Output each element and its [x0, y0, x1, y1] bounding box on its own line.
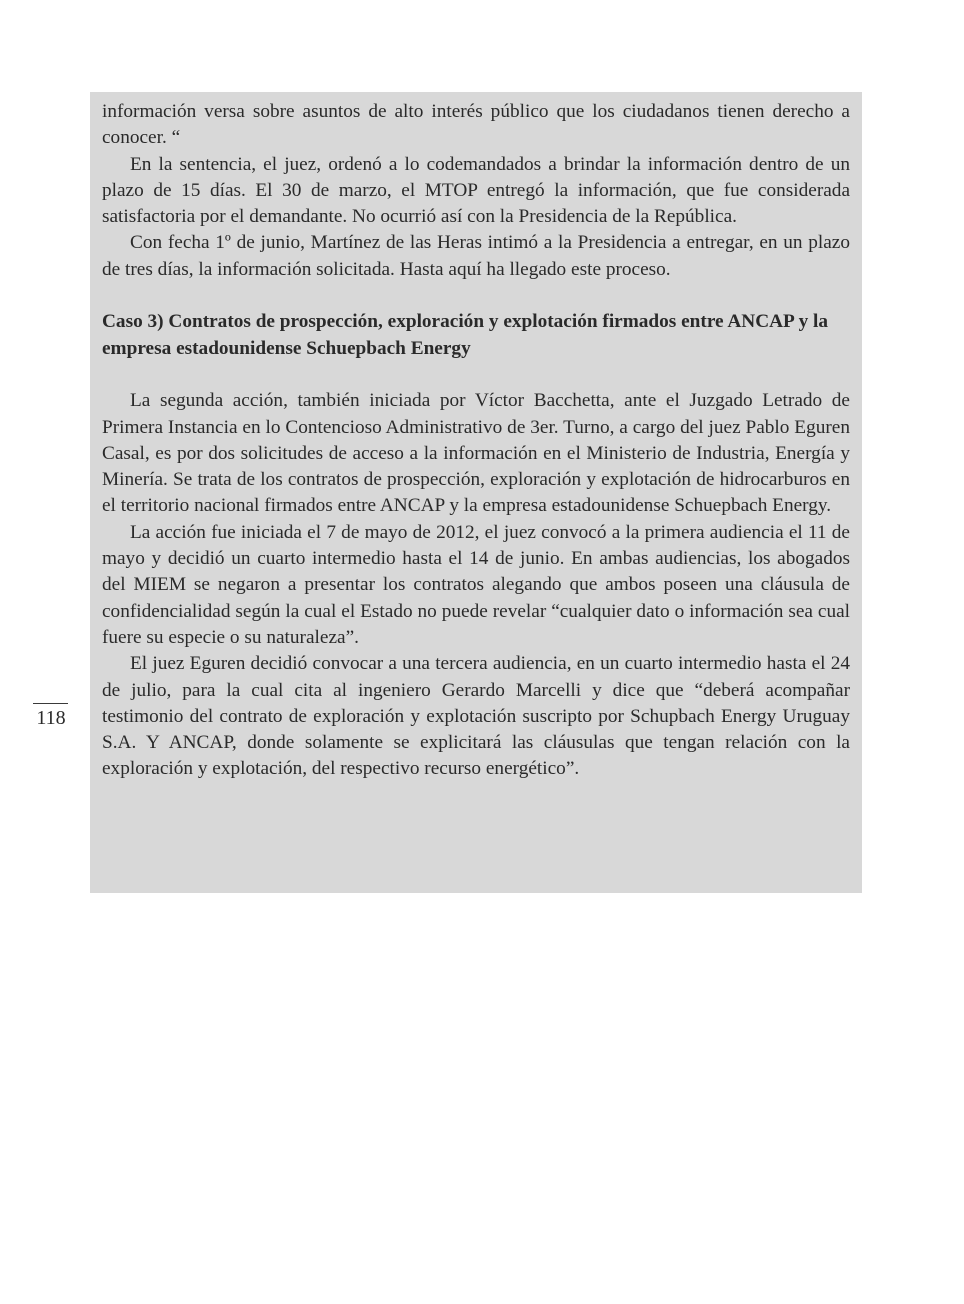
paragraph-sentencia: En la sentencia, el juez, ordenó a lo codemandados a brindar la información dentro de un plazo de 15 días. El 30 de marzo, el MTOP entregó la información, que fue considerada satisfactoria por el demandante. No ocurrió así con la Presidencia de la República.	[102, 153, 850, 228]
paragraph-intimacion: Con fecha 1º de junio, Martínez de las Heras intimó a la Presidencia a entregar, en un plazo de tres días, la información solicitada. Hasta aquí ha llegado este proceso.	[102, 232, 850, 280]
paragraph-continuation: información versa sobre asuntos de alto interés público que los ciudadanos tienen derecho a conocer. “	[102, 101, 850, 149]
page-number: 118	[36, 707, 66, 729]
page-number-block	[33, 703, 69, 730]
section-heading: Caso 3) Contratos de prospección, exploración y explotación firmados entre ANCAP y la empresa estadounidense Schuepbach Energy	[102, 311, 829, 359]
page-number-rule	[33, 703, 68, 704]
paragraph-audiencias: La acción fue iniciada el 7 de mayo de 2012, el juez convocó a la primera audiencia el 11 de mayo y decidió un cuarto intermedio hasta el 14 de junio. En ambas audiencias, los abogados del MIEM se negaron a presentar los contratos alegando que ambos poseen una cláusula de confidencialidad según la cual el Estado no puede revelar “cualquier dato o información sea cual fuere su especie o su naturaleza”.	[102, 521, 850, 648]
paragraph-tercera-audiencia: El juez Eguren decidió convocar a una tercera audiencia, en un cuarto intermedio hasta el 24 de julio, para la cual cita al ingeniero Gerardo Marcelli y dice que “deberá acompañar testimonio del contrato de exploración y explotación suscripto por Schupbach Energy Uruguay S.A. Y ANCAP, donde solamente se explicitará las cláusulas que tengan relación con la exploración y explotación, del respectivo recurso energético”.	[102, 653, 850, 780]
paragraph-segunda-accion: La segunda acción, también iniciada por Víctor Bacchetta, ante el Juzgado Letrado de Primera Instancia en lo Contencioso Administrativo de 3er. Turno, a cargo del juez Pablo Eguren Casal, es por dos solicitudes de acceso a la información en el Ministerio de Industria, Energía y Minería. Se trata de los contratos de prospección, exploración y explotación de hidrocarburos en el territorio nacional firmados entre ANCAP y la empresa estadounidense Schuepbach Energy.	[102, 390, 850, 517]
text-box	[90, 92, 862, 893]
